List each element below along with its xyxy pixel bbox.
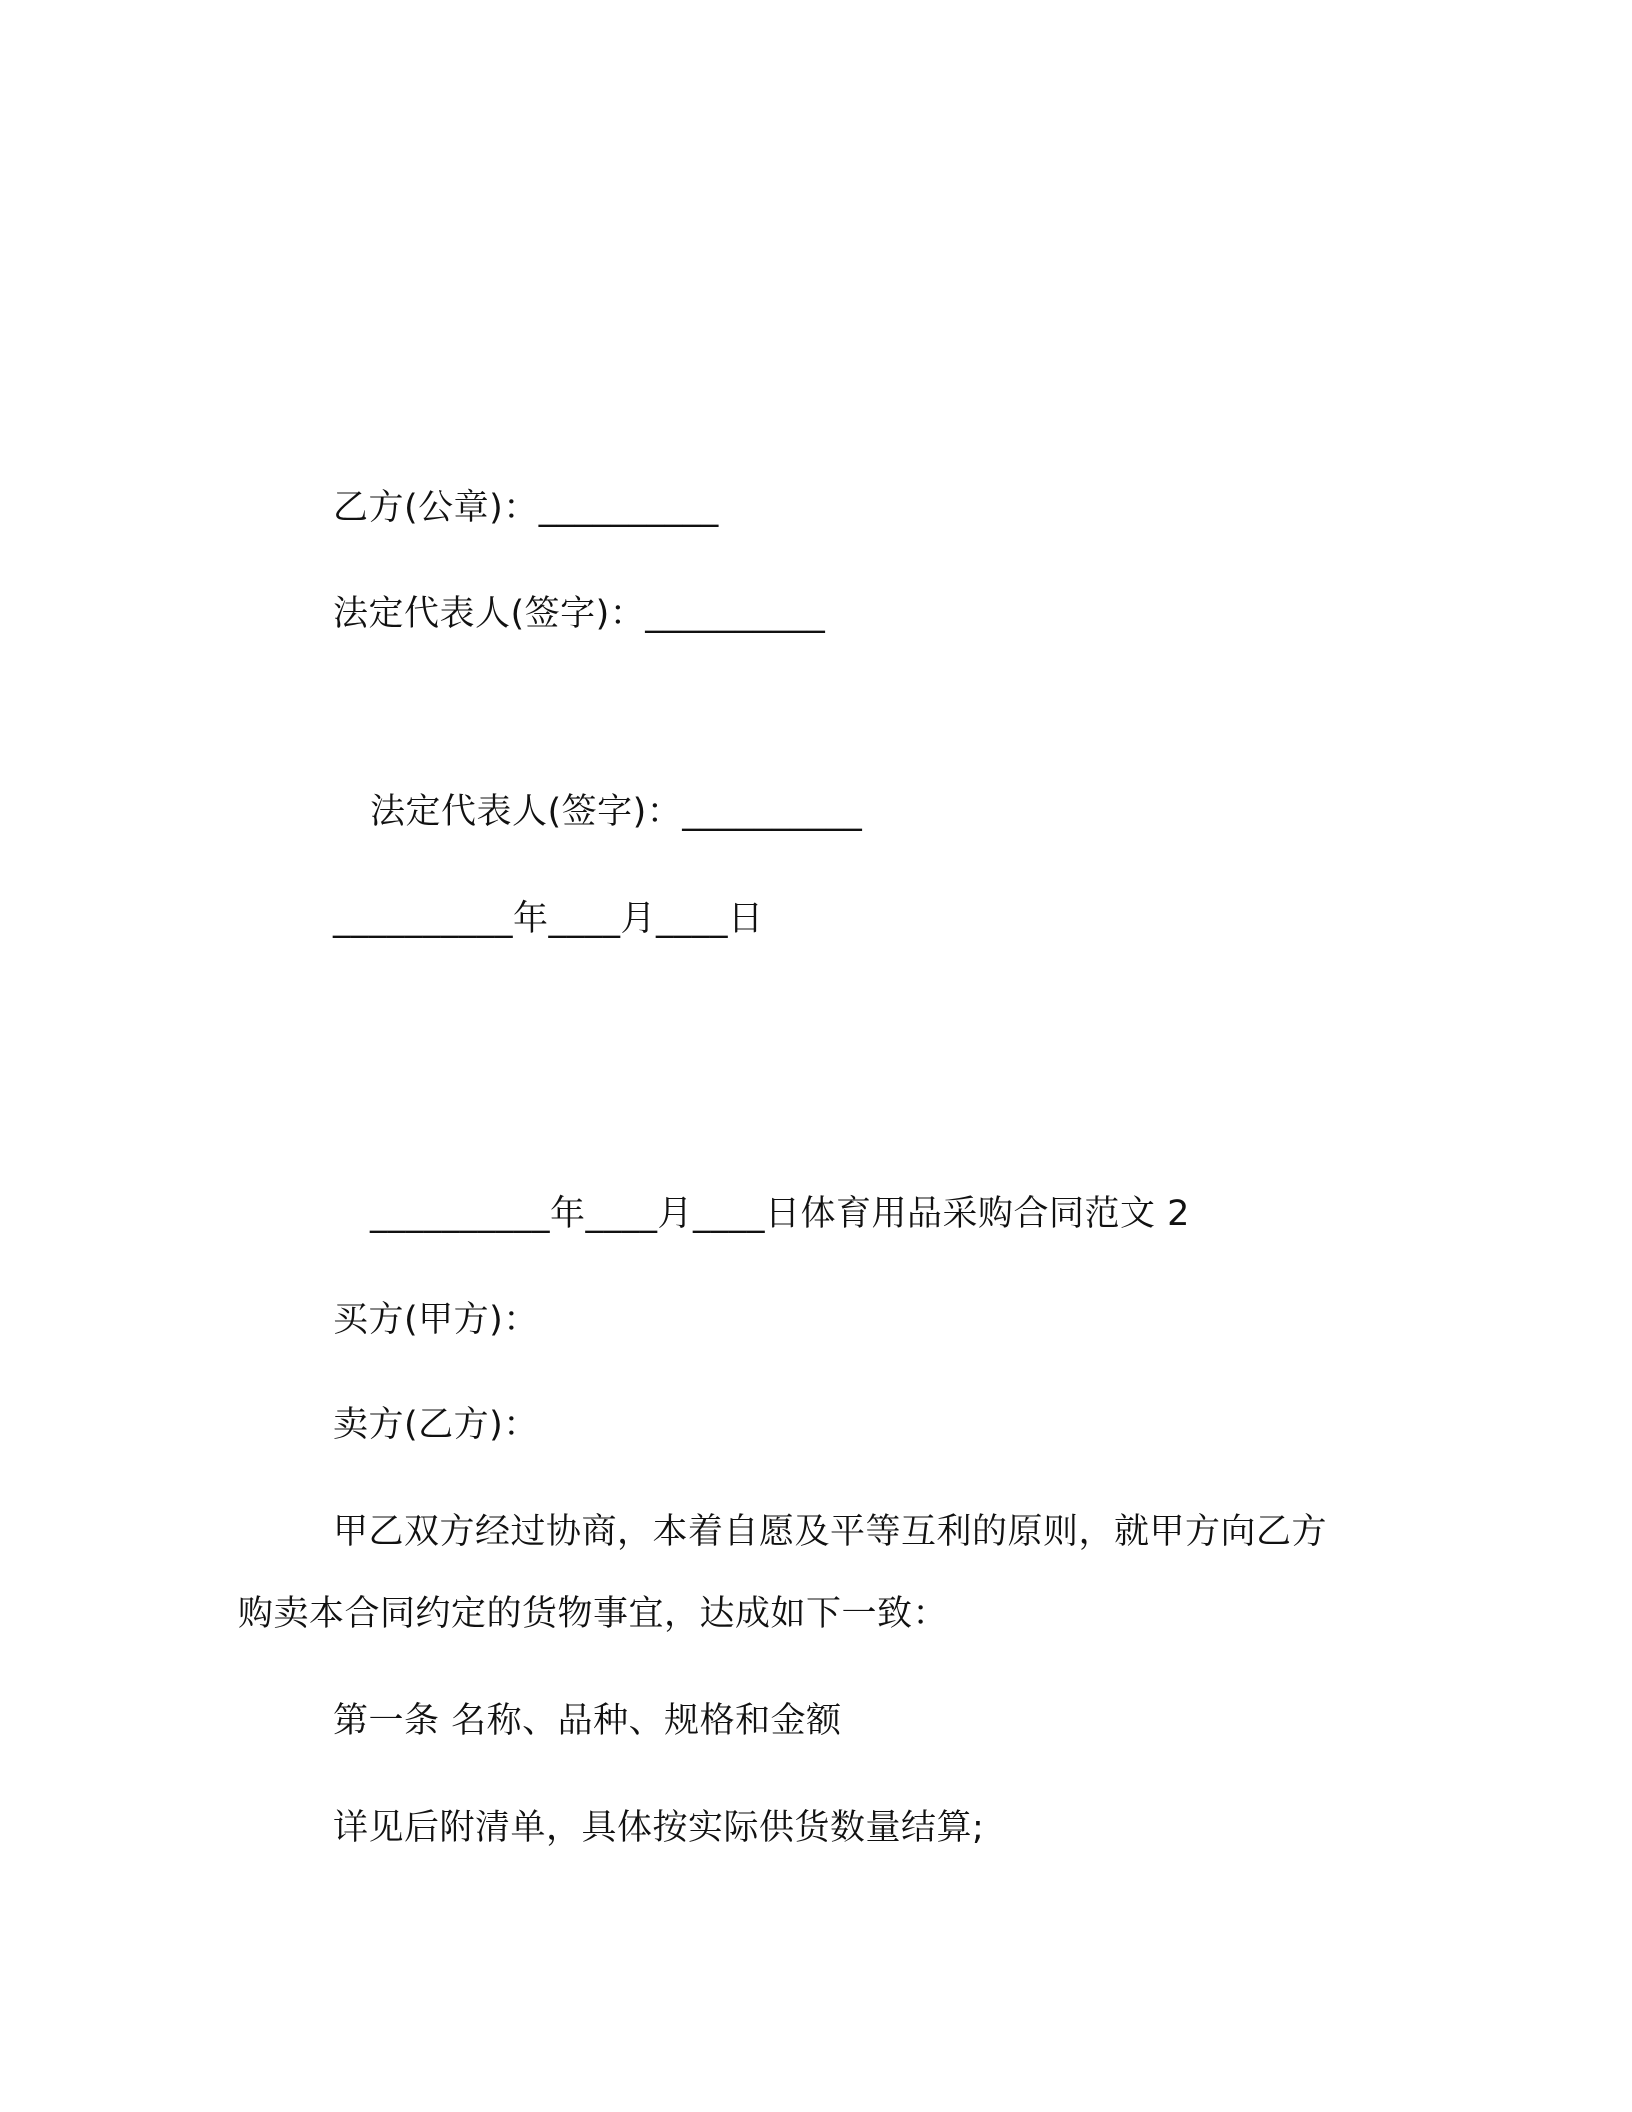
legal-representative-signature-line-indented: 法定代表人(签字)：__________: [370, 792, 863, 832]
intro-paragraph-line-2: 购卖本合同约定的货物事宜，达成如下一致：: [238, 1594, 949, 1634]
buyer-label: 买方(甲方)：: [333, 1300, 539, 1340]
article-1-body: 详见后附清单，具体按实际供货数量结算;: [333, 1808, 985, 1848]
article-1-heading: 第一条 名称、品种、规格和金额: [333, 1701, 842, 1741]
signature-date-line: __________年____月____日: [333, 899, 764, 939]
contract-title: __________年____月____日体育用品采购合同范文 2: [370, 1194, 1190, 1234]
seller-label: 卖方(乙方)：: [333, 1405, 539, 1445]
intro-paragraph-line-1: 甲乙双方经过协商，本着自愿及平等互利的原则，就甲方向乙方: [333, 1512, 1328, 1552]
party-b-seal-line: 乙方(公章)：__________: [333, 488, 719, 528]
legal-representative-signature-line: 法定代表人(签字)：__________: [333, 594, 826, 634]
